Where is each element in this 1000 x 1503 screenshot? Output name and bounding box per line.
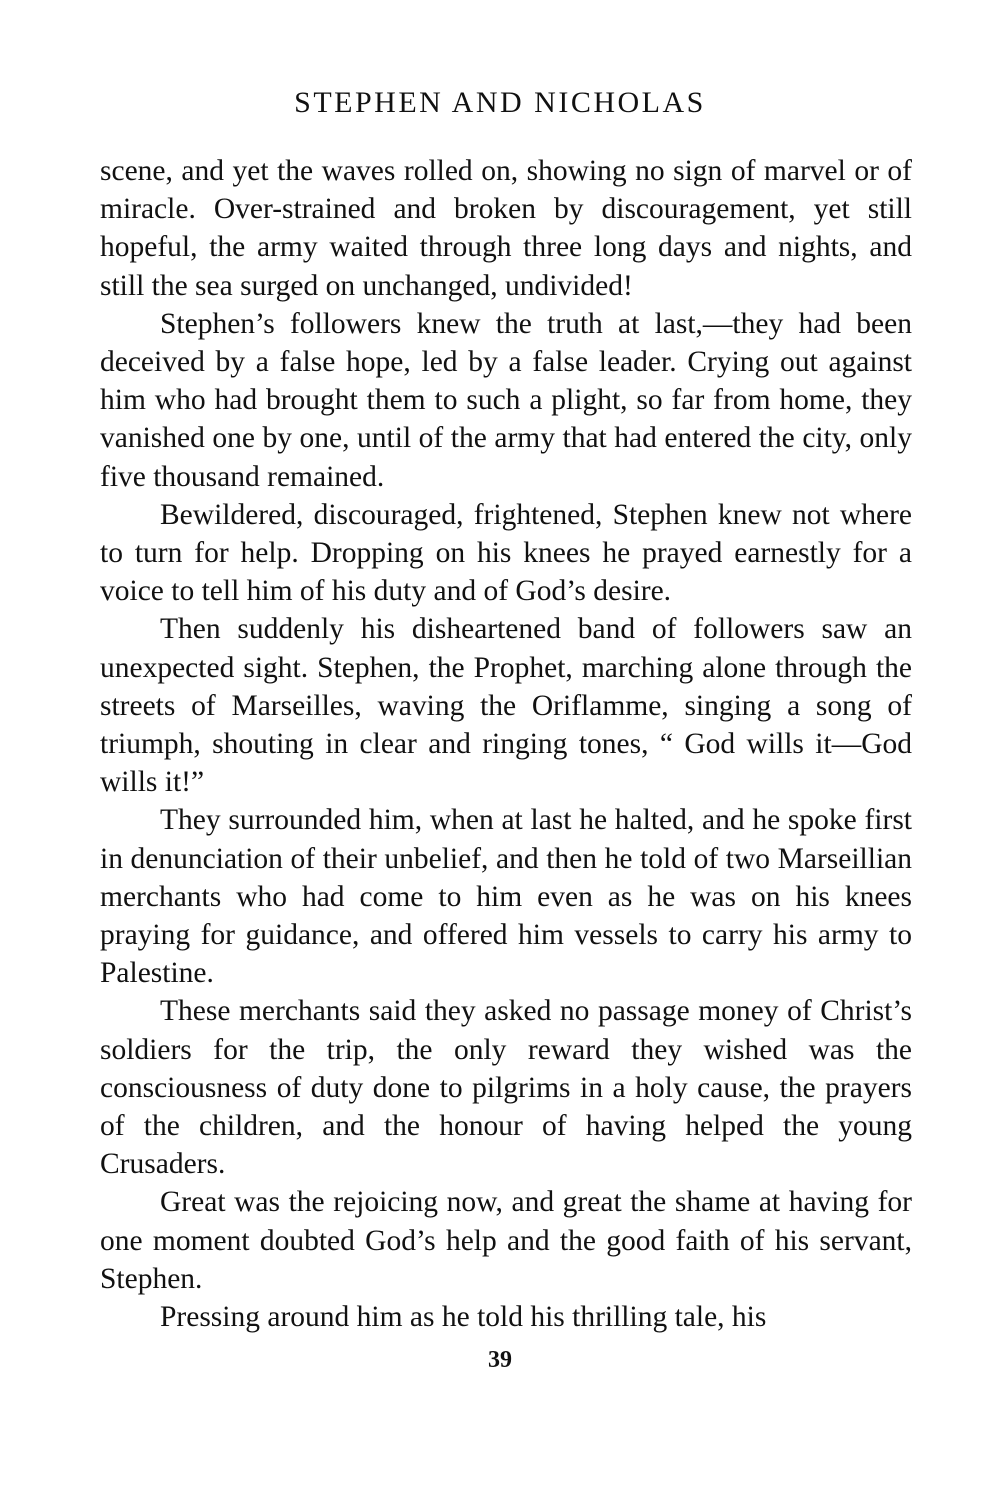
paragraph-8: Pressing around him as he told his thrilling tale, his [160, 1301, 767, 1334]
running-head: STEPHEN AND NICHOLAS [294, 86, 706, 119]
page-body [100, 152, 912, 1336]
paragraph-7: Great was the rejoicing now, and great the shame at having for one moment doubted God’s help and the good faith of his servant, Stephen. [100, 1186, 912, 1295]
paragraph-1: scene, and yet the waves rolled on, showing no sign of marvel or of miracle. Over-strained and broken by discouragement, yet still hopeful, the army waited through three long days and nights, and still the sea surged on unchanged, undivided! [100, 155, 912, 302]
page-number: 39 [488, 1347, 512, 1373]
paragraph-2: Stephen’s followers knew the truth at last,—they had been deceived by a false hope, led by a false leader. Crying out against him who had brought them to such a plight, so far from home, they vanished one by one, until of the army that had entered the city, only five thousand remained. [100, 307, 912, 493]
paragraph-6: These merchants said they asked no passage money of Christ’s soldiers for the trip, the only reward they wished was the consciousness of duty done to pilgrims in a holy cause, the prayers of the children, and the honour of having helped the young Crusaders. [100, 995, 912, 1181]
paragraph-3: Bewildered, discouraged, frightened, Stephen knew not where to turn for help. Dropping on his knees he prayed earnestly for a voice to tell him of his duty and of God’s desire. [100, 498, 912, 608]
paragraph-4: Then suddenly his disheartened band of followers saw an unexpected sight. Stephen, the Prophet, marching alone through the streets of Marseilles, waving the Oriflamme, singing a song of triumph, shouting in clear and ringing tones, “ God wills it—God wills it!” [100, 613, 912, 799]
paragraph-5: They surrounded him, when at last he halted, and he spoke first in denunciation of their unbelief, and then he told of two Marseillian merchants who had come to him even as he was on his knees praying for guidance, and offered him vessels to carry his army to Palestine. [100, 804, 912, 990]
